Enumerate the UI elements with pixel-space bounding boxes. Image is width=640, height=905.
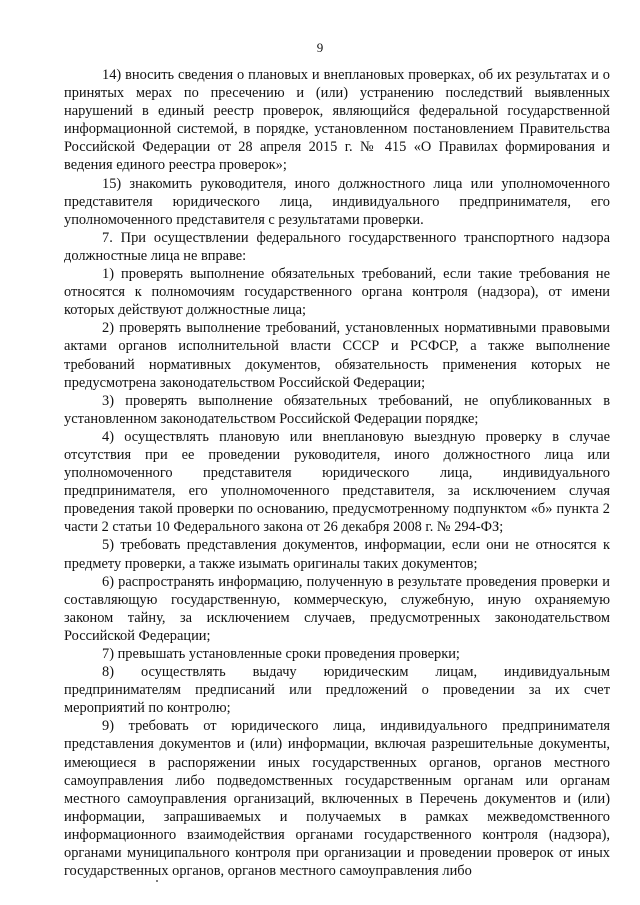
paragraph-prohibition-9: 9) требовать от юридического лица, индивидуального предпринимателя представления документов и (или) информации, включая разрешительные документы, имеющиеся в распоряжении иных государственных органов, органов местного самоуправления либо подведомственных государственным органам или органам местного самоуправления организаций, включенных в Перечень документов и (или) информации, запрашиваемых и получаемых в рамках межведомственного информационного взаимодействия органами государственного контроля (надзора), органами муниципального контроля при организации и проведении проверок от иных государственных органов, органов местного самоуправления либо	[64, 718, 610, 880]
paragraph-prohibition-3: 3) проверять выполнение обязательных требований, не опубликованных в установленном законодательством Российской Федерации порядке;	[64, 392, 610, 427]
paragraph-prohibition-8: 8) осуществлять выдачу юридическим лицам, индивидуальным предпринимателям предписаний или предложений о проведении за их счет мероприятий по контролю;	[64, 664, 610, 717]
paragraph-item-14: 14) вносить сведения о плановых и внеплановых проверках, об их результатах и о принятых мерах по пресечению и (или) устранению последствий выявленных нарушений в единый реестр проверок, являющийся федеральной государственной информационной системой, в порядке, установленном постановлением Правительства Российской Федерации от 28 апреля 2015 г. № 415 «О Правилах формирования и ведения единого реестра проверок»;	[64, 67, 610, 174]
paragraph-prohibition-7: 7) превышать установленные сроки проведения проверки;	[102, 646, 460, 662]
paragraph-prohibition-4: 4) осуществлять плановую или внеплановую выездную проверку в случае отсутствия при ее проведении руководителя, иного должностного лица или уполномоченного представителя юридического лица, индивидуального предпринимателя, его уполномоченного представителя, за исключением случая проведения такой проверки по основанию, предусмотренному подпунктом «б» пункта 2 части 2 статьи 10 Федерального закона от 26 декабря 2008 г. № 294-ФЗ;	[64, 428, 610, 536]
document-body	[64, 66, 610, 880]
paragraph-prohibition-5: 5) требовать представления документов, информации, если они не относятся к предмету проверки, а также изымать оригиналы таких документов;	[64, 537, 610, 572]
scan-dot-mark	[156, 880, 158, 882]
page-number: 9	[316, 40, 324, 55]
paragraph-prohibition-6: 6) распространять информацию, полученную в результате проведения проверки и составляющую государственную, коммерческую, служебную, иную охраняемую законом тайну, за исключением случаев, предусмотренных законодательством Российской Федерации;	[64, 573, 610, 644]
paragraph-prohibition-2: 2) проверять выполнение требований, установленных нормативными правовыми актами органов исполнительной власти СССР и РСФСР, а также выполнение требований нормативных документов, обязательность применения которых не предусмотрена законодательством Российской Федерации;	[64, 320, 610, 391]
paragraph-prohibition-1: 1) проверять выполнение обязательных требований, если такие требования не относятся к полномочиям государственного органа контроля (надзора), от имени которых действуют должностные лица;	[64, 266, 610, 319]
paragraph-section-7: 7. При осуществлении федерального государственного транспортного надзора должностные лица не вправе:	[64, 229, 610, 264]
paragraph-item-15: 15) знакомить руководителя, иного должностного лица или уполномоченного представителя юридического лица, индивидуального предпринимателя, его уполномоченного представителя с результатами проверки.	[64, 175, 610, 228]
